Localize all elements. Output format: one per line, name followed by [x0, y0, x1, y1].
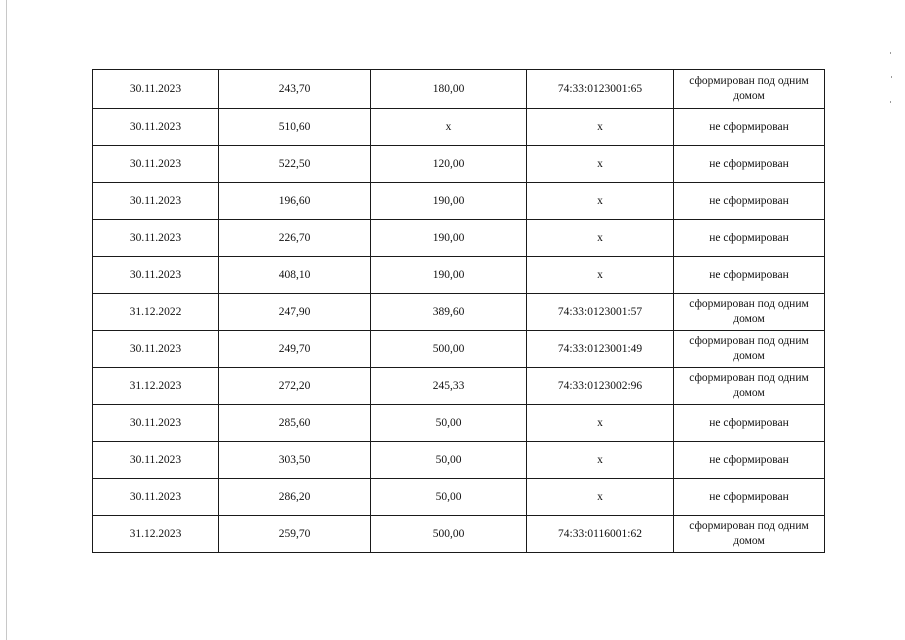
cell-cadastral-number: x: [527, 183, 674, 220]
status-text: не сформирован: [709, 490, 789, 503]
cell-land-area: 120,00: [371, 146, 527, 183]
cell-area: 243,70: [219, 70, 371, 109]
status-text: сформирован под одним домом: [689, 372, 809, 399]
cell-date: 31.12.2023: [93, 368, 219, 405]
scan-edge-line: [6, 0, 7, 640]
cell-cadastral-number: 74:33:0123002:96: [527, 368, 674, 405]
cell-date: 30.11.2023: [93, 146, 219, 183]
status-text: не сформирован: [709, 268, 789, 281]
table-row: [93, 368, 825, 405]
cell-date: 31.12.2023: [93, 516, 219, 553]
cell-cadastral-number: x: [527, 479, 674, 516]
cell-cadastral-number: 74:33:0123001:65: [527, 70, 674, 109]
cell-cadastral-number: 74:33:0123001:49: [527, 331, 674, 368]
table-row: [93, 442, 825, 479]
scan-speck: [891, 76, 892, 78]
cell-status: [674, 294, 825, 331]
cell-land-area: 500,00: [371, 331, 527, 368]
cell-land-area: 50,00: [371, 442, 527, 479]
cell-land-area: x: [371, 109, 527, 146]
cell-area: 408,10: [219, 257, 371, 294]
table-row: [93, 516, 825, 553]
table-row: [93, 331, 825, 368]
cell-land-area: 190,00: [371, 220, 527, 257]
table-row: [93, 220, 825, 257]
table-row: [93, 405, 825, 442]
scan-speck: [890, 101, 891, 103]
cell-area: 272,20: [219, 368, 371, 405]
cell-cadastral-number: x: [527, 220, 674, 257]
cell-date: 30.11.2023: [93, 220, 219, 257]
table-row: [93, 183, 825, 220]
cell-area: 249,70: [219, 331, 371, 368]
cell-land-area: 245,33: [371, 368, 527, 405]
cell-land-area: 500,00: [371, 516, 527, 553]
cell-land-area: 190,00: [371, 257, 527, 294]
cell-cadastral-number: x: [527, 405, 674, 442]
status-text: не сформирован: [709, 231, 789, 244]
cell-status: [674, 220, 825, 257]
cell-cadastral-number: 74:33:0123001:57: [527, 294, 674, 331]
cell-area: 303,50: [219, 442, 371, 479]
status-text: не сформирован: [709, 194, 789, 207]
cell-date: 30.11.2023: [93, 405, 219, 442]
cell-area: 247,90: [219, 294, 371, 331]
table-row: [93, 294, 825, 331]
cell-status: [674, 442, 825, 479]
status-text: сформирован под одним домом: [689, 298, 809, 325]
table-body: [93, 70, 825, 553]
cell-land-area: 50,00: [371, 405, 527, 442]
table-row: [93, 109, 825, 146]
land-plots-table: [92, 69, 825, 553]
cell-area: 259,70: [219, 516, 371, 553]
cell-area: 522,50: [219, 146, 371, 183]
status-text: сформирован под одним домом: [689, 520, 809, 547]
cell-cadastral-number: x: [527, 257, 674, 294]
cell-land-area: 389,60: [371, 294, 527, 331]
table-row: [93, 479, 825, 516]
cell-land-area: 190,00: [371, 183, 527, 220]
cell-status: [674, 516, 825, 553]
cell-status: [674, 109, 825, 146]
table-row: [93, 146, 825, 183]
cell-date: 30.11.2023: [93, 70, 219, 109]
cell-area: 285,60: [219, 405, 371, 442]
cell-status: [674, 257, 825, 294]
cell-status: [674, 146, 825, 183]
cell-date: 31.12.2022: [93, 294, 219, 331]
cell-status: [674, 183, 825, 220]
cell-area: 286,20: [219, 479, 371, 516]
table-row: [93, 257, 825, 294]
cell-status: [674, 368, 825, 405]
cell-cadastral-number: x: [527, 442, 674, 479]
cell-status: [674, 405, 825, 442]
cell-cadastral-number: x: [527, 146, 674, 183]
cell-date: 30.11.2023: [93, 257, 219, 294]
status-text: сформирован под одним домом: [689, 75, 809, 102]
status-text: не сформирован: [709, 416, 789, 429]
cell-status: [674, 479, 825, 516]
status-text: не сформирован: [709, 157, 789, 170]
cell-area: 226,70: [219, 220, 371, 257]
cell-date: 30.11.2023: [93, 331, 219, 368]
table-row: [93, 70, 825, 109]
cell-status: [674, 331, 825, 368]
cell-cadastral-number: x: [527, 109, 674, 146]
status-text: не сформирован: [709, 120, 789, 133]
cell-land-area: 50,00: [371, 479, 527, 516]
cell-date: 30.11.2023: [93, 479, 219, 516]
scan-speck: [890, 52, 891, 54]
cell-area: 196,60: [219, 183, 371, 220]
cell-cadastral-number: 74:33:0116001:62: [527, 516, 674, 553]
status-text: не сформирован: [709, 453, 789, 466]
cell-date: 30.11.2023: [93, 109, 219, 146]
status-text: сформирован под одним домом: [689, 335, 809, 362]
cell-date: 30.11.2023: [93, 183, 219, 220]
cell-area: 510,60: [219, 109, 371, 146]
cell-date: 30.11.2023: [93, 442, 219, 479]
cell-land-area: 180,00: [371, 70, 527, 109]
cell-status: [674, 70, 825, 109]
